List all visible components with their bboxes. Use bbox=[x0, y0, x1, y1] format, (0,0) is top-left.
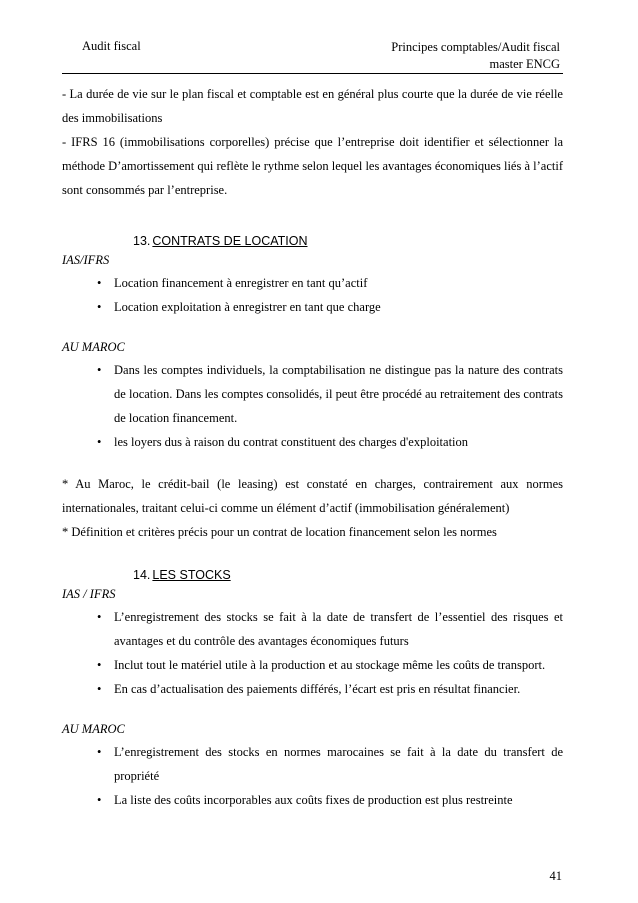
section-14-heading bbox=[133, 566, 563, 584]
bullet-icon: • bbox=[97, 300, 102, 314]
section-14-maroc-label: AU MAROC bbox=[62, 722, 125, 736]
page-content bbox=[62, 82, 563, 812]
bullet-icon: • bbox=[97, 435, 102, 449]
section-13-title: CONTRATS DE LOCATION bbox=[152, 234, 308, 248]
intro-paragraph-1: - La durée de vie sur le plan fiscal et comptable est en général plus courte que la durée de vie réelle des immobilisations bbox=[62, 87, 563, 125]
bullet-icon: • bbox=[97, 658, 102, 672]
bullet-icon: • bbox=[97, 276, 102, 290]
list-item: • Dans les comptes individuels, la comptabilisation ne distingue pas la nature des contrats de location. Dans les comptes consolidés, il peut être procédé au retraitement des contrats de location financement. bbox=[62, 358, 563, 430]
list-item: • Inclut tout le matériel utile à la production et au stockage même les coûts de transport. bbox=[62, 653, 563, 677]
section-14-ifrs-label: IAS / IFRS bbox=[62, 587, 116, 601]
bullet-icon: • bbox=[97, 745, 102, 759]
section-13-number: 13. bbox=[133, 234, 151, 248]
bullet-icon: • bbox=[97, 610, 102, 624]
section-13-note-1: * Au Maroc, le crédit-bail (le leasing) est constaté en charges, contrairement aux normes internationales, traitant celui-ci comme un élément d’actif (immobilisation généralement) bbox=[62, 477, 563, 515]
section-13-maroc-label: AU MAROC bbox=[62, 340, 125, 354]
intro-paragraph-2: - IFRS 16 (immobilisations corporelles) précise que l’entreprise doit identifier et sélectionner la méthode D’amortissement qui reflète le rythme selon lequel les avantages économiques liés à l’actif sont consommés par l’entreprise. bbox=[62, 135, 563, 197]
section-13-ifrs-list bbox=[62, 271, 563, 319]
list-item: • L’enregistrement des stocks se fait à la date de transfert de l’essentiel des risques et avantages et du contrôle des avantages économiques futurs bbox=[62, 605, 563, 653]
list-item: • En cas d’actualisation des paiements différés, l’écart est pris en résultat financier. bbox=[62, 677, 563, 701]
list-item: • Location financement à enregistrer en tant qu’actif bbox=[62, 271, 563, 295]
bullet-icon: • bbox=[97, 793, 102, 807]
section-14-maroc-list bbox=[62, 740, 563, 812]
header-divider bbox=[62, 73, 563, 74]
list-item: • L’enregistrement des stocks en normes marocaines se fait à la date du transfert de propriété bbox=[62, 740, 563, 788]
section-13-note-2: * Définition et critères précis pour un contrat de location financement selon les normes bbox=[62, 525, 497, 539]
section-14-title: LES STOCKS bbox=[152, 568, 231, 582]
header-right-title bbox=[300, 39, 560, 73]
header-right-line1: Principes comptables/Audit fiscal bbox=[391, 40, 560, 54]
section-14-ifrs-list bbox=[62, 605, 563, 701]
section-13-ifrs-label: IAS/IFRS bbox=[62, 253, 110, 267]
header-left-title: Audit fiscal bbox=[82, 39, 141, 53]
list-item: • La liste des coûts incorporables aux coûts fixes de production est plus restreinte bbox=[62, 788, 563, 812]
bullet-icon: • bbox=[97, 682, 102, 696]
header-right-line2: master ENCG bbox=[489, 57, 560, 71]
list-item: • Location exploitation à enregistrer en tant que charge bbox=[62, 295, 563, 319]
section-13-maroc-list bbox=[62, 358, 563, 454]
page-number: 41 bbox=[549, 869, 562, 883]
bullet-icon: • bbox=[97, 363, 102, 377]
list-item: • les loyers dus à raison du contrat constituent des charges d'exploitation bbox=[62, 430, 563, 454]
section-14-number: 14. bbox=[133, 568, 151, 582]
section-13-heading bbox=[133, 232, 563, 250]
